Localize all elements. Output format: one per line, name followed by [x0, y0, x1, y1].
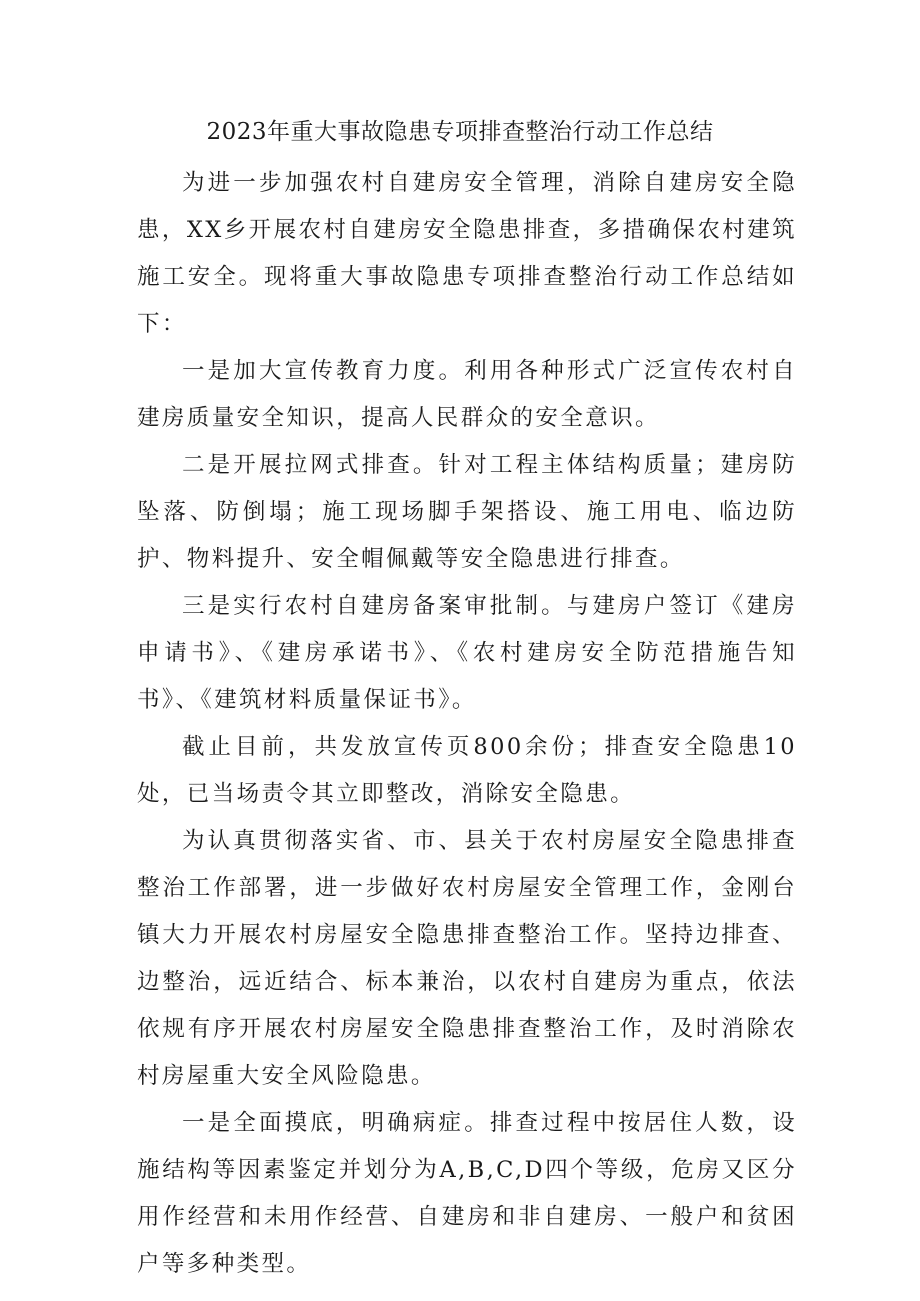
paragraph-inspection: 二是开展拉网式排查。针对工程主体结构质量；建房防坠落、防倒塌；施工现场脚手架搭设、施工用电、临边防护、物料提升、安全帽佩戴等安全隐患进行排查。: [137, 452, 797, 572]
paragraph-publicity: 一是加大宣传教育力度。利用各种形式广泛宣传农村自建房质量安全知识，提高人民群众的安全意识。: [137, 358, 797, 431]
document-body: [137, 160, 797, 1288]
paragraph-survey: 一是全面摸底，明确病症。排查过程中按居住人数，设施结构等因素鉴定并划分为A,B,C,D四个等级，危房又区分用作经营和未用作经营、自建房和非自建房、一般户和贫困户等多种类型。: [137, 1110, 797, 1277]
document-title: 2023年重大事故隐患专项排查整治行动工作总结: [206, 119, 714, 145]
paragraph-intro: 为进一步加强农村自建房安全管理，消除自建房安全隐患，XX乡开展农村自建房安全隐患排查，多措确保农村建筑施工安全。现将重大事故隐患专项排查整治行动工作总结如下：: [137, 170, 797, 337]
paragraph-deployment: 为认真贯彻落实省、市、县关于农村房屋安全隐患排查整治工作部署，进一步做好农村房屋安全管理工作，金刚台镇大力开展农村房屋安全隐患排查整治工作。坚持边排查、边整治，远近结合、标本兼治，以农村自建房为重点，依法依规有序开展农村房屋安全隐患排查整治工作，及时消除农村房屋重大安全风险隐患。: [137, 828, 797, 1089]
paragraph-approval: 三是实行农村自建房备案审批制。与建房户签订《建房申请书》、《建房承诺书》、《农村建房安全防范措施告知书》、《建筑材料质量保证书》。: [137, 593, 797, 713]
paragraph-results: 截止目前，共发放宣传页800余份；排查安全隐患10处，已当场责令其立即整改，消除安全隐患。: [137, 734, 797, 807]
